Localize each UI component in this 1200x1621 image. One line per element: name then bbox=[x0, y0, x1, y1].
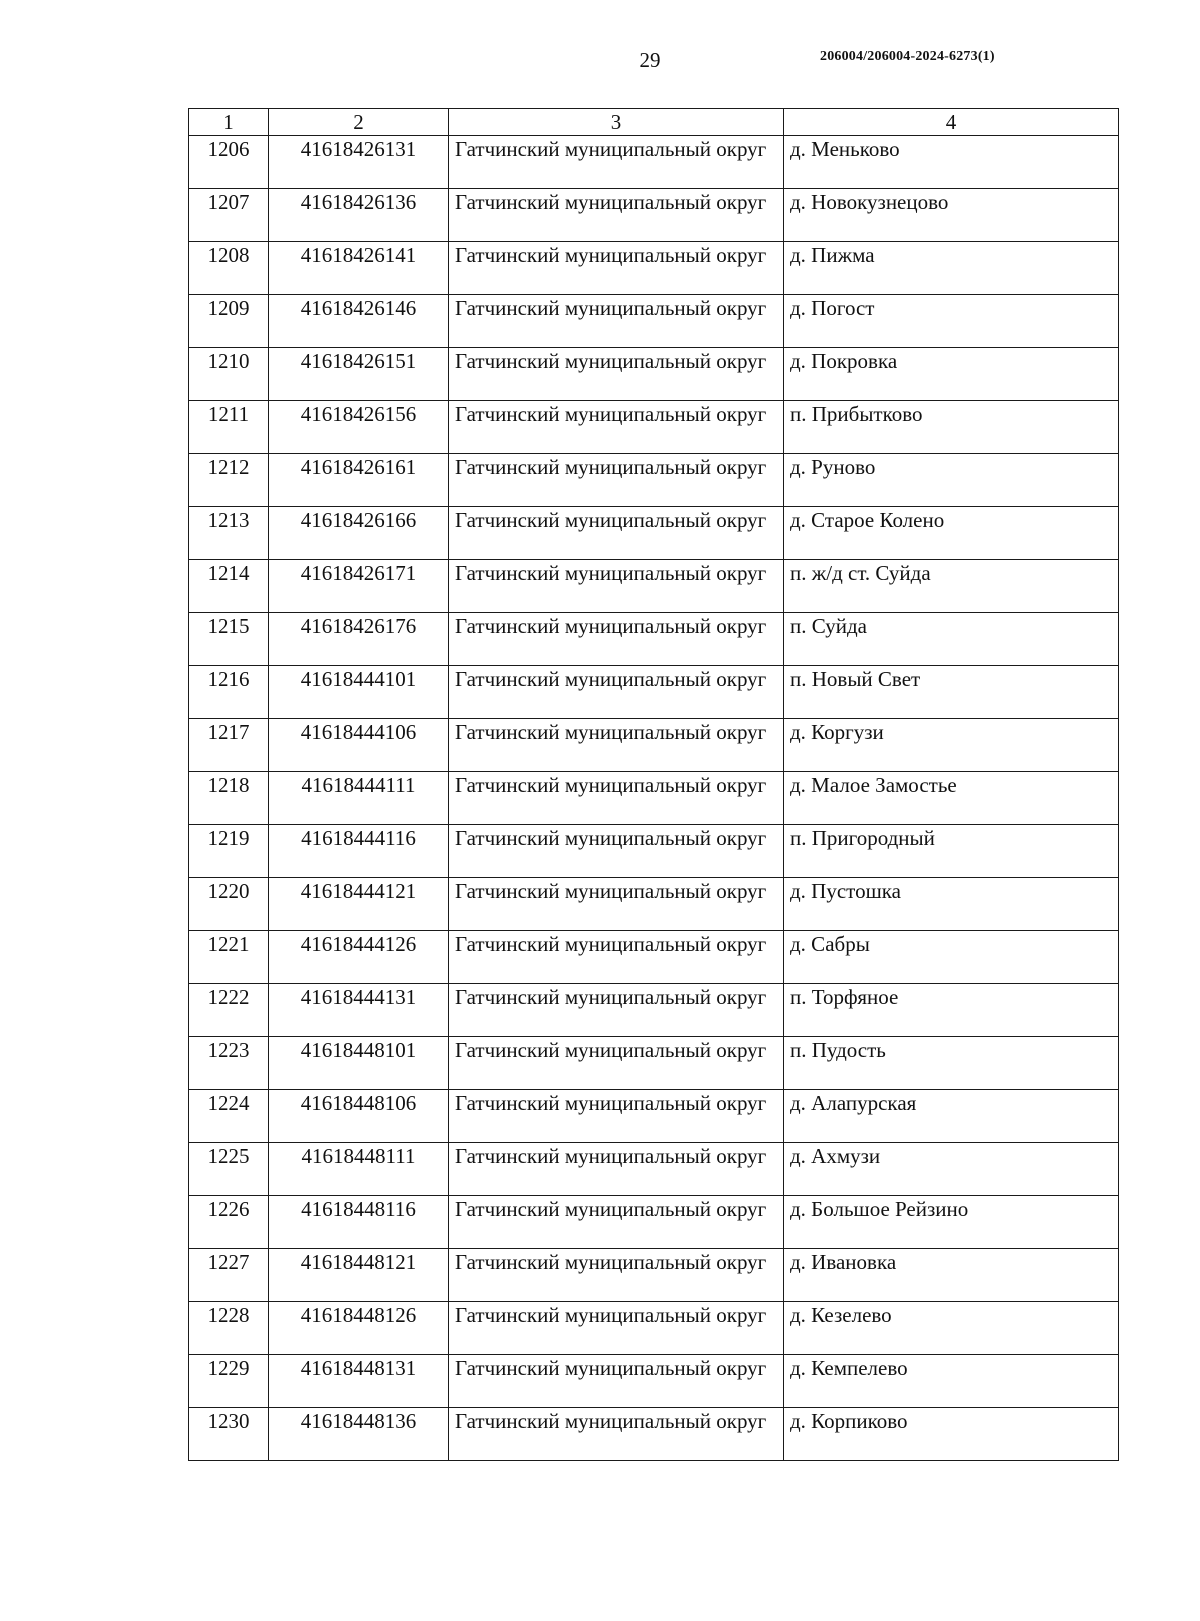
row-number-cell: 1223 bbox=[189, 1037, 269, 1090]
district-name-cell: Гатчинский муниципальный округ bbox=[449, 454, 784, 507]
table-row bbox=[189, 825, 1119, 878]
row-number-cell: 1230 bbox=[189, 1408, 269, 1461]
table-row bbox=[189, 719, 1119, 772]
table-row bbox=[189, 1355, 1119, 1408]
district-name-cell: Гатчинский муниципальный округ bbox=[449, 1090, 784, 1143]
district-name-cell: Гатчинский муниципальный округ bbox=[449, 931, 784, 984]
settlement-name-cell: д. Руново bbox=[784, 454, 1119, 507]
table-row bbox=[189, 136, 1119, 189]
table-row bbox=[189, 1090, 1119, 1143]
column-header-4: 4 bbox=[784, 109, 1119, 136]
oktmo-code-cell: 41618426156 bbox=[269, 401, 449, 454]
column-header-3: 3 bbox=[449, 109, 784, 136]
district-name-cell: Гатчинский муниципальный округ bbox=[449, 613, 784, 666]
table-row bbox=[189, 348, 1119, 401]
row-number-cell: 1218 bbox=[189, 772, 269, 825]
district-name-cell: Гатчинский муниципальный округ bbox=[449, 295, 784, 348]
row-number-cell: 1229 bbox=[189, 1355, 269, 1408]
table-row bbox=[189, 772, 1119, 825]
page-number: 29 bbox=[639, 48, 661, 72]
district-name-cell: Гатчинский муниципальный округ bbox=[449, 1249, 784, 1302]
row-number-cell: 1228 bbox=[189, 1302, 269, 1355]
row-number-cell: 1206 bbox=[189, 136, 269, 189]
row-number-cell: 1212 bbox=[189, 454, 269, 507]
district-name-cell: Гатчинский муниципальный округ bbox=[449, 401, 784, 454]
district-name-cell: Гатчинский муниципальный округ bbox=[449, 1196, 784, 1249]
settlement-name-cell: п. Прибытково bbox=[784, 401, 1119, 454]
table-row bbox=[189, 295, 1119, 348]
oktmo-code-cell: 41618444116 bbox=[269, 825, 449, 878]
row-number-cell: 1210 bbox=[189, 348, 269, 401]
settlement-name-cell: д. Ивановка bbox=[784, 1249, 1119, 1302]
district-name-cell: Гатчинский муниципальный округ bbox=[449, 878, 784, 931]
settlement-name-cell: д. Большое Рейзино bbox=[784, 1196, 1119, 1249]
district-name-cell: Гатчинский муниципальный округ bbox=[449, 1037, 784, 1090]
table-row bbox=[189, 1196, 1119, 1249]
table-row bbox=[189, 1037, 1119, 1090]
table-body bbox=[189, 136, 1119, 1461]
oktmo-code-cell: 41618426136 bbox=[269, 189, 449, 242]
district-name-cell: Гатчинский муниципальный округ bbox=[449, 242, 784, 295]
settlement-name-cell: д. Ахмузи bbox=[784, 1143, 1119, 1196]
oktmo-code-cell: 41618448101 bbox=[269, 1037, 449, 1090]
row-number-cell: 1213 bbox=[189, 507, 269, 560]
table-row bbox=[189, 242, 1119, 295]
district-name-cell: Гатчинский муниципальный округ bbox=[449, 1143, 784, 1196]
district-name-cell: Гатчинский муниципальный округ bbox=[449, 772, 784, 825]
district-name-cell: Гатчинский муниципальный округ bbox=[449, 1408, 784, 1461]
table-row bbox=[189, 1143, 1119, 1196]
settlement-name-cell: п. Пригородный bbox=[784, 825, 1119, 878]
table-header bbox=[189, 109, 1119, 136]
oktmo-code-cell: 41618444126 bbox=[269, 931, 449, 984]
district-name-cell: Гатчинский муниципальный округ bbox=[449, 825, 784, 878]
table-row bbox=[189, 507, 1119, 560]
oktmo-code-cell: 41618426166 bbox=[269, 507, 449, 560]
table-row bbox=[189, 401, 1119, 454]
table-row bbox=[189, 666, 1119, 719]
column-header-1: 1 bbox=[189, 109, 269, 136]
settlement-name-cell: д. Корпиково bbox=[784, 1408, 1119, 1461]
row-number-cell: 1208 bbox=[189, 242, 269, 295]
district-name-cell: Гатчинский муниципальный округ bbox=[449, 1302, 784, 1355]
oktmo-code-cell: 41618426141 bbox=[269, 242, 449, 295]
settlement-name-cell: п. Новый Свет bbox=[784, 666, 1119, 719]
settlement-name-cell: д. Алапурская bbox=[784, 1090, 1119, 1143]
oktmo-code-cell: 41618426131 bbox=[269, 136, 449, 189]
oktmo-code-cell: 41618426171 bbox=[269, 560, 449, 613]
row-number-cell: 1222 bbox=[189, 984, 269, 1037]
row-number-cell: 1219 bbox=[189, 825, 269, 878]
row-number-cell: 1209 bbox=[189, 295, 269, 348]
settlement-name-cell: п. Торфяное bbox=[784, 984, 1119, 1037]
oktmo-code-cell: 41618444101 bbox=[269, 666, 449, 719]
header-row bbox=[189, 109, 1119, 136]
row-number-cell: 1227 bbox=[189, 1249, 269, 1302]
settlement-name-cell: п. Пудость bbox=[784, 1037, 1119, 1090]
oktmo-code-cell: 41618448136 bbox=[269, 1408, 449, 1461]
settlement-name-cell: п. Суйда bbox=[784, 613, 1119, 666]
row-number-cell: 1215 bbox=[189, 613, 269, 666]
oktmo-code-cell: 41618444121 bbox=[269, 878, 449, 931]
table-row bbox=[189, 454, 1119, 507]
district-name-cell: Гатчинский муниципальный округ bbox=[449, 348, 784, 401]
settlement-name-cell: п. ж/д ст. Суйда bbox=[784, 560, 1119, 613]
table-row bbox=[189, 560, 1119, 613]
oktmo-code-cell: 41618448116 bbox=[269, 1196, 449, 1249]
table-row bbox=[189, 189, 1119, 242]
settlement-name-cell: д. Пижма bbox=[784, 242, 1119, 295]
row-number-cell: 1225 bbox=[189, 1143, 269, 1196]
row-number-cell: 1207 bbox=[189, 189, 269, 242]
row-number-cell: 1214 bbox=[189, 560, 269, 613]
table-row bbox=[189, 984, 1119, 1037]
oktmo-code-cell: 41618444106 bbox=[269, 719, 449, 772]
oktmo-code-cell: 41618426151 bbox=[269, 348, 449, 401]
settlements-table bbox=[188, 108, 1119, 1461]
district-name-cell: Гатчинский муниципальный округ bbox=[449, 666, 784, 719]
oktmo-code-cell: 41618448121 bbox=[269, 1249, 449, 1302]
row-number-cell: 1221 bbox=[189, 931, 269, 984]
oktmo-code-cell: 41618448126 bbox=[269, 1302, 449, 1355]
row-number-cell: 1224 bbox=[189, 1090, 269, 1143]
settlement-name-cell: д. Малое Замостье bbox=[784, 772, 1119, 825]
settlement-name-cell: д. Новокузнецово bbox=[784, 189, 1119, 242]
settlement-name-cell: д. Погост bbox=[784, 295, 1119, 348]
table-row bbox=[189, 613, 1119, 666]
row-number-cell: 1217 bbox=[189, 719, 269, 772]
district-name-cell: Гатчинский муниципальный округ bbox=[449, 560, 784, 613]
settlement-name-cell: д. Сабры bbox=[784, 931, 1119, 984]
table-row bbox=[189, 1302, 1119, 1355]
oktmo-code-cell: 41618444131 bbox=[269, 984, 449, 1037]
district-name-cell: Гатчинский муниципальный округ bbox=[449, 507, 784, 560]
document-id: 206004/206004-2024-6273(1) bbox=[820, 49, 995, 64]
district-name-cell: Гатчинский муниципальный округ bbox=[449, 136, 784, 189]
settlement-name-cell: д. Меньково bbox=[784, 136, 1119, 189]
settlement-name-cell: д. Кемпелево bbox=[784, 1355, 1119, 1408]
oktmo-code-cell: 41618444111 bbox=[269, 772, 449, 825]
column-header-2: 2 bbox=[269, 109, 449, 136]
table-row bbox=[189, 931, 1119, 984]
settlement-name-cell: д. Кезелево bbox=[784, 1302, 1119, 1355]
district-name-cell: Гатчинский муниципальный округ bbox=[449, 984, 784, 1037]
district-name-cell: Гатчинский муниципальный округ bbox=[449, 719, 784, 772]
row-number-cell: 1226 bbox=[189, 1196, 269, 1249]
table-row bbox=[189, 1249, 1119, 1302]
table-row bbox=[189, 1408, 1119, 1461]
settlement-name-cell: д. Старое Колено bbox=[784, 507, 1119, 560]
settlement-name-cell: д. Коргузи bbox=[784, 719, 1119, 772]
oktmo-code-cell: 41618448131 bbox=[269, 1355, 449, 1408]
oktmo-code-cell: 41618426176 bbox=[269, 613, 449, 666]
settlement-name-cell: д. Покровка bbox=[784, 348, 1119, 401]
oktmo-code-cell: 41618448106 bbox=[269, 1090, 449, 1143]
district-name-cell: Гатчинский муниципальный округ bbox=[449, 189, 784, 242]
district-name-cell: Гатчинский муниципальный округ bbox=[449, 1355, 784, 1408]
settlement-name-cell: д. Пустошка bbox=[784, 878, 1119, 931]
row-number-cell: 1211 bbox=[189, 401, 269, 454]
oktmo-code-cell: 41618426146 bbox=[269, 295, 449, 348]
row-number-cell: 1216 bbox=[189, 666, 269, 719]
oktmo-code-cell: 41618448111 bbox=[269, 1143, 449, 1196]
table-row bbox=[189, 878, 1119, 931]
row-number-cell: 1220 bbox=[189, 878, 269, 931]
oktmo-code-cell: 41618426161 bbox=[269, 454, 449, 507]
